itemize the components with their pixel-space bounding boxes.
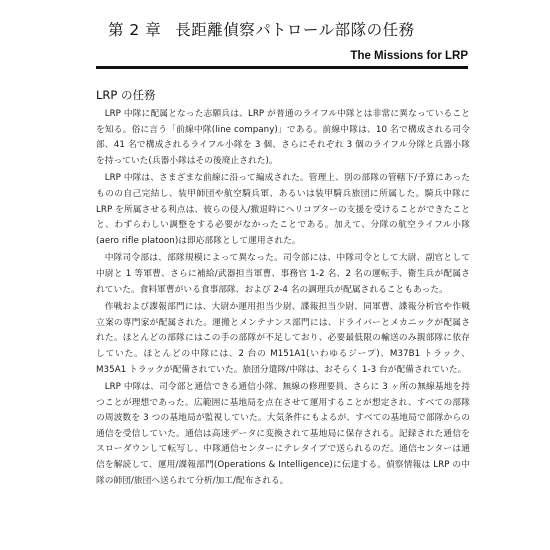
paragraph: LRP 中隊は、司令部と通信できる通信小隊、無線の修理要員、さらに 3 ヶ所の無線基地を持つことが理想であった。広範囲に基地局を点在させて運用することが想定され、すべての部隊の周波数を 3 つの基地局が監視していた。大気条件にもよるが、すべての基地局で部隊からの通信を受信していた。通信は高速データに変換されて基地局に保存される。記録された通信をスローダウンして転写し、中隊通信センターにテレタイプで送られるのだ。通信センターは通信を解読して、運用/諜報部門(Operations & Intelligence)に伝達する。偵察情報は LRP の中隊の師団/旅団へ送られて分析/加工/配布される。 [96,382,470,486]
paragraph: 作戦および諜報部門には、大尉か運用担当少尉、諜報担当少尉、同軍曹、諜報分析官や作戦立案の専門家が配属された。運搬とメンテナンス部門には、ドライバーとメカニックが配属された。ほとんどの部隊にはこの手の部隊が不足しており、必要最低限の輸送のみ親部隊に依存していた。ほとんどの中隊には、2 台の M151A1(いわゆるジープ)、M37B1 トラック、M35A1 トラックが配備されていた。旅団分遣隊/中隊は、おそらく 1-3 台が配備されていた。 [96,302,470,375]
paragraph: 中隊司令部は、部隊規模によって異なった。司令部には、中隊司令として大尉、副官として中尉と 1 等軍曹、さらに補給/武器担当軍曹、事務官 1-2 名、2 名の運転手、衛生兵が配属されていた。食料軍曹がいる食事部隊、および 2-4 名の調理兵が配属されることもあった。 [96,253,470,295]
section-body [96,88,470,491]
paragraph: LRP 中隊に配属となった志願兵は、LRP が普通のライフル中隊とは非常に異なっていることを知る。俗に言う「前線中隊(line company)」である。前線中隊は、10 名で構成される司令部、41 名で構成されるライフル小隊を 3 個、さらにそれぞれ 3 個のライフル分隊と兵器小隊を持っていた(兵器小隊はその後廃止された)。 [96,109,470,166]
paragraph: LRP 中隊は、さまざまな前線に沿って編成された。管理上、別の部隊の管轄下/予算にあったものの自己完結し、装甲師団や航空騎兵軍、あるいは装甲騎兵旅団に所属した。騎兵中隊に LRP を所属させる利点は、彼らの侵入/撤退時にヘリコプターの支援を受けることができたことと、わずらわしい調整をする必要がなかったことである。加えて、分隊の航空ライフル小隊(aero rifle platoon)は即応部隊として運用された。 [96,173,470,246]
chapter-title-text: 長距離偵察パトロール部隊の任務 [175,21,415,39]
english-subtitle: The Missions for LRP [350,50,468,62]
section-heading: LRP の任務 [96,88,156,102]
chapter-title [108,18,415,40]
chapter-number: 第 2 章 [108,21,162,39]
header-rule [96,66,468,69]
